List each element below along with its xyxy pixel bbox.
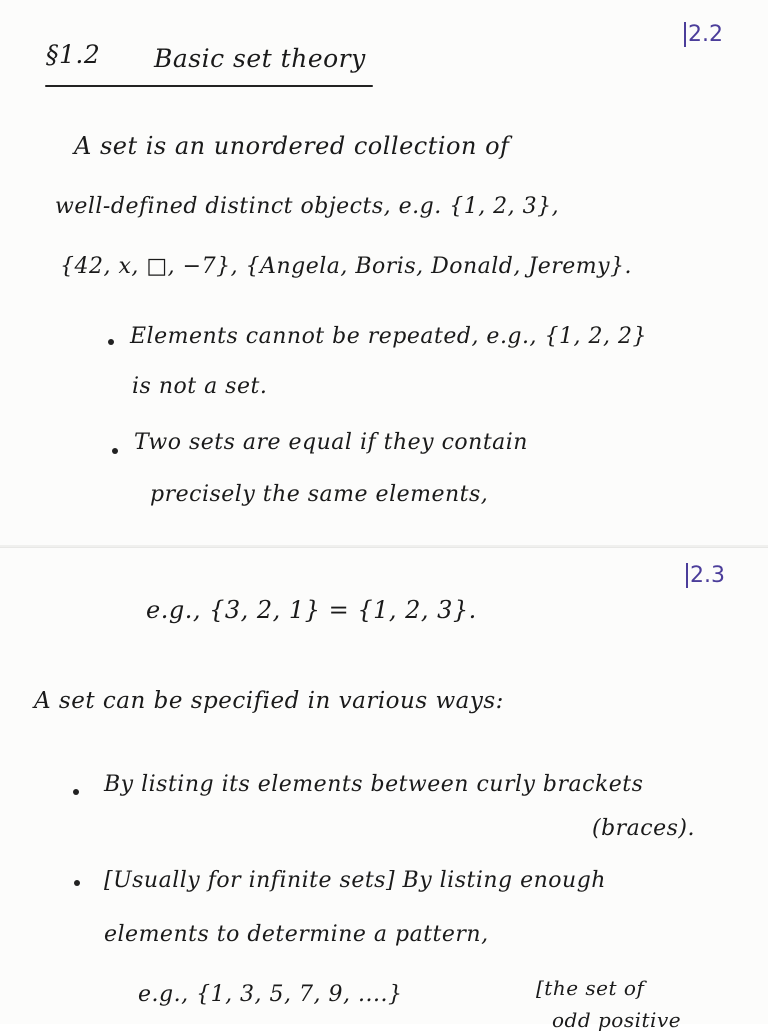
odd-numbers-note-cont: odd positive [552, 1008, 682, 1032]
bullet-marker [74, 880, 80, 886]
bullet-marker [73, 789, 79, 795]
definition-line-3: {42, x, □, −7}, {Angela, Boris, Donald, Jeremy}. [60, 254, 633, 279]
page-number-label: 2.2 [684, 22, 723, 47]
page-number-label: 2.3 [686, 563, 725, 588]
definition-line-1: A set is an unordered collection of [74, 132, 510, 160]
set-equality-example: e.g., {3, 2, 1} = {1, 2, 3}. [146, 596, 477, 624]
page-number-lower [686, 563, 725, 588]
spec-bullet-1-line-2: (braces). [592, 816, 696, 841]
odd-numbers-note: [the set of [536, 976, 645, 1000]
section-number: §1.2 [46, 40, 101, 69]
odd-numbers-example: e.g., {1, 3, 5, 7, 9, ....} [138, 982, 403, 1007]
bullet-marker [112, 448, 118, 454]
spec-bullet-1-line-1: By listing its elements between curly brackets [104, 772, 644, 797]
definition-line-2: well-defined distinct objects, e.g. {1, 2, 3}, [55, 194, 560, 219]
section-title: Basic set theory [154, 44, 366, 73]
bullet-marker [108, 339, 114, 345]
bullet-1-line-2: is not a set. [132, 374, 268, 399]
specification-intro: A set can be specified in various ways: [34, 688, 504, 714]
heading-underline [45, 85, 373, 87]
spec-bullet-2-line-2: elements to determine a pattern, [104, 922, 489, 947]
bullet-2-line-1: Two sets are equal if they contain [134, 430, 528, 455]
bullet-2-line-2: precisely the same elements, [150, 482, 489, 507]
page-number-upper [684, 22, 723, 47]
bullet-1-line-1: Elements cannot be repeated, e.g., {1, 2, 2} [130, 324, 647, 349]
spec-bullet-2-line-1: [Usually for infinite sets] By listing enough [104, 868, 606, 893]
